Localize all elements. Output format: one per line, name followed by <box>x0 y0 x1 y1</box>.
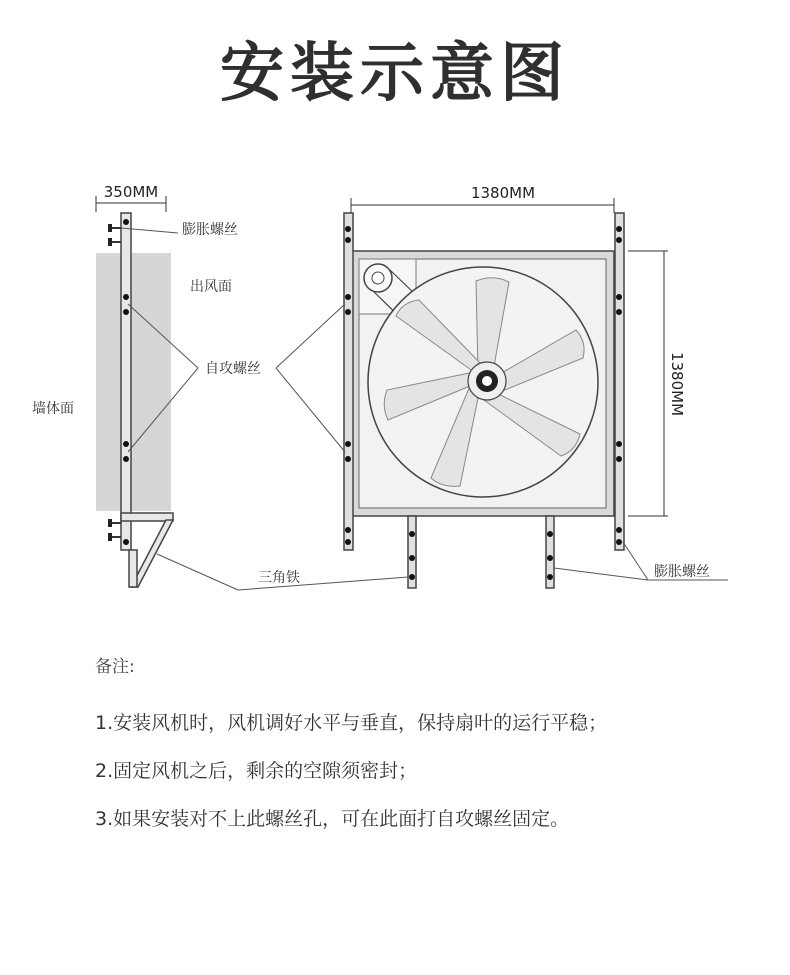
height-dimension: 1380MM <box>668 351 686 417</box>
bottom-expansion-bolt-label: 膨胀螺丝 <box>654 564 710 580</box>
note-item: 3.如果安装对不上此螺丝孔，可在此面打自攻螺丝固定。 <box>95 808 570 830</box>
side-depth-dimension: 350MM <box>103 183 159 201</box>
notes-heading: 备注: <box>95 657 135 677</box>
side-view <box>32 183 238 587</box>
side-frame-post <box>121 213 131 550</box>
front-view <box>157 184 728 590</box>
note-item: 1.安装风机时，风机调好水平与垂直，保持扇叶的运行平稳； <box>95 712 608 734</box>
installation-diagram <box>0 160 790 600</box>
front-right-post <box>615 213 624 550</box>
outlet-face-label: 出风面 <box>190 279 232 295</box>
wall <box>96 253 171 511</box>
front-left-post <box>344 213 353 550</box>
self-tapping-screw-label: 自攻螺丝 <box>205 361 261 377</box>
wall-face-label: 墙体面 <box>32 401 74 417</box>
triangle-iron-label: 三角铁 <box>258 570 300 586</box>
side-expansion-bolt-label: 膨胀螺丝 <box>182 222 238 238</box>
notes-section <box>95 652 755 843</box>
note-item: 2.固定风机之后，剩余的空隙须密封； <box>95 760 418 782</box>
page-title: 安装示意图 <box>220 37 570 111</box>
width-dimension: 1380MM <box>470 184 536 202</box>
